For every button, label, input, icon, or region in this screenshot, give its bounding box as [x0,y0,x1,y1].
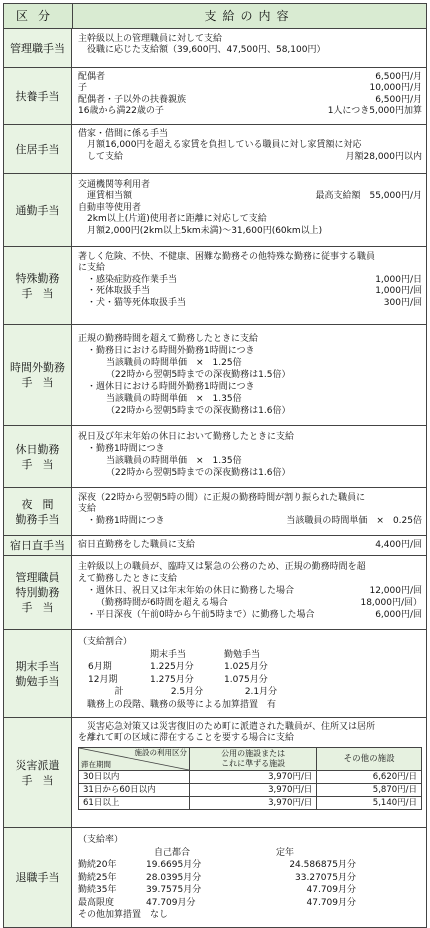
header-content: 支給の内容 [204,9,295,23]
label-tsukin: 通勤手当 [4,174,72,246]
jikangai-line: （22時から翌朝5時までの深夜勤務は1.6倍） [106,406,291,416]
saigai-line2: を離れて町の区域に滞在することを要する場合に支給 [78,733,295,744]
taishoku-row-b: 24.586875月分 [289,860,356,870]
row-shukuchoku [4,536,426,556]
row-jukyo [4,125,426,174]
tsukin-line2: 運賃相当額 [87,191,133,202]
taishoku-row-key: 勤続20年 [78,860,117,870]
label-jikangai-1: 時間外勤務 [10,361,65,374]
saigai-row-b: 5,140円/日 [317,796,422,809]
saigai-row-a: 3,970円/日 [190,770,317,783]
label-kyujitsu-2: 手当 [21,457,64,471]
taishoku-row-a: 47.709月分 [146,897,196,908]
row-kanri [4,29,426,68]
row-fuyo [4,68,426,125]
label-tokubetsu-3: 手当 [21,601,64,614]
tokubetsu-line2: えて勤務したときに支給 [78,574,178,584]
shukuchoku-line1: 宿日直勤務をした職員に支給 [78,540,196,550]
label-kyujitsu-1: 休日勤務 [15,442,60,456]
saigai-row-key: 31日から60日以内 [79,783,190,796]
fuyo-item-key: 子 [78,83,88,94]
saigai-row-a: 3,970円/日 [190,783,317,796]
kimatsu-row-a: 1.275月分 [150,674,194,685]
saigai-table [78,747,422,810]
kimatsu-row-a: 1.225月分 [150,662,194,672]
row-kimatsu [4,630,426,718]
kimatsu-row-b: 2.1月分 [244,687,278,697]
jikangai-line: （22時から翌朝5時までの深夜勤務は1.5倍） [106,370,291,380]
taishoku-row-key: 勤続25年 [78,872,117,883]
saigai-head-bottom: 滞在期間 [81,759,111,769]
tokushu-item-key: ・感染症防疫作業手当 [87,274,178,285]
kanri-line2: 役職に応じた支給額（39,600円、47,500円、58,100円） [87,45,326,56]
saigai-row-b: 6,620円/日 [317,770,422,783]
tokushu-item-value: 1,000円/回 [375,286,422,297]
label-saigai-1: 災害派遣 [15,758,60,772]
yakan-line1: 深夜（22時から翌朝5時の間）に正規の勤務時間が割り振られた職員に [78,493,366,503]
label-taishoku: 退職手当 [4,828,72,927]
fuyo-item-value: 10,000円/月 [369,83,422,94]
tokushu-item-value: 300円/回 [383,297,422,308]
tsukin-line5: 月額2,000円(2km以上5km未満)～31,600円(60km以上) [87,225,323,236]
label-yakan-2: 勤務手当 [15,512,60,526]
saigai-row-key: 61日以上 [79,796,190,809]
row-saigai [4,718,426,828]
taishoku-col2: 定年 [276,847,295,858]
tsukin-line2-value: 最高支給額 55,000円/月 [315,191,422,202]
fuyo-item-key: 配偶者・子以外の扶養親族 [78,94,187,105]
tokubetsu-line3: ・週休日、祝日又は年末年始の休日に勤務した場合 [87,586,295,596]
jukyo-line3: して支給 [87,151,124,162]
kimatsu-row-key: 計 [114,687,124,697]
tokushu-item-key: ・死体取扱手当 [87,286,151,297]
jikangai-line: ・勤務日における時間外勤務1時間につき [87,346,255,356]
label-fuyo: 扶養手当 [4,68,72,124]
yakan-line3-value: 当該職員の時間単価 × 0.25倍 [286,515,422,526]
taishoku-row-a: 28.0395月分 [146,872,202,883]
yakan-line3: ・勤務1時間につき [87,515,165,526]
kimatsu-row-a: 2.5月分 [170,687,204,697]
fuyo-item-key: 配偶者 [78,72,106,82]
kimatsu-title: （支給割合） [78,637,133,647]
label-jikangai-2: 手当 [21,376,64,389]
kyujitsu-line: 祝日及び年末年始の休日において勤務したときに支給 [78,432,295,442]
saigai-col1: 公用の施設または [221,748,286,758]
label-kimatsu-1: 期末手当 [15,659,60,673]
jikangai-line: 正規の勤務時間を超えて勤務したときに支給 [78,334,259,344]
fuyo-item-key: 16歳から満22歳の子 [78,106,164,117]
kimatsu-row-key: 12月期 [88,674,118,685]
table-header [4,4,426,29]
taishoku-col1: 自己都合 [154,847,191,858]
label-kanri: 管理職手当 [4,29,72,67]
row-jikangai [4,325,426,426]
saigai-head-top: 施設の利用区分 [134,747,187,757]
tokubetsu-line4-value: 18,000円/回） [360,598,422,608]
label-kimatsu-2: 勤勉手当 [15,674,60,688]
saigai-row-b: 5,870円/日 [317,783,422,796]
taishoku-row-b: 47.709月分 [306,897,356,908]
kanri-line1: 主幹級以上の管理職員に対して支給 [78,34,223,44]
tokubetsu-line5-value: 6,000円/回 [375,610,422,620]
taishoku-note: その他加算措置 なし [78,910,169,920]
tokubetsu-line5: ・平日深夜（午前0時から午前5時まで）に勤務した場合 [87,610,315,620]
kimatsu-row-key: 6月期 [88,662,112,672]
kimatsu-col1: 期末手当 [150,649,187,660]
taishoku-row-a: 19.6695月分 [146,860,202,870]
jikangai-line: ・週休日における時間外勤務1時間につき [87,382,255,392]
tsukin-line3: 自動車等使用者 [78,202,142,213]
label-tokubetsu-2: 特別勤務 [15,586,60,599]
taishoku-row-b: 33.27075月分 [295,872,356,883]
label-tokushu-1: 特殊勤務 [15,271,60,285]
kimatsu-row-b: 1.025月分 [224,662,268,672]
kyujitsu-line: 当該職員の時間単価 × 1.35倍 [106,456,242,466]
allowance-table [3,3,427,928]
shukuchoku-line1-value: 4,400円/回 [375,540,422,550]
saigai-col2: その他の施設 [317,747,422,770]
row-taishoku [4,828,426,927]
jukyo-line1: 借家・借間に係る手当 [78,129,169,139]
row-tsukin [4,174,426,247]
jikangai-line: 当該職員の時間単価 × 1.25倍 [106,358,242,368]
fuyo-item-value: 1人につき5,000円加算 [327,106,422,117]
taishoku-row-b: 47.709月分 [306,885,356,895]
label-tokushu-2: 手当 [21,286,64,300]
tokubetsu-line4: （勤務時間が6時間を超える場合 [96,598,228,608]
tokushu-item-value: 1,000円/日 [375,274,422,285]
tokushu-line1: 著しく危険、不快、不健康、困難な勤務その他特殊な勤務に従事する職員 [78,252,376,262]
label-jukyo: 住居手当 [4,125,72,173]
tsukin-line4: 2km以上(片道)使用者に距離に対応して支給 [87,214,267,225]
jukyo-line3-value: 月額28,000円以内 [345,151,422,162]
taishoku-row-key: 最高限度 [78,897,115,908]
header-category: 区分 [4,4,73,28]
label-tokubetsu-1: 管理職員 [15,571,60,584]
row-tokushu [4,247,426,325]
kimatsu-row-b: 1.075月分 [224,674,268,685]
taishoku-row-a: 39.7575月分 [146,885,202,895]
saigai-col1b: これに準ずる施設 [221,758,286,768]
saigai-row-key: 30日以内 [79,770,190,783]
tokubetsu-line1: 主幹級以上の職員が、臨時又は緊急の公務のため、正規の勤務時間を超 [78,562,366,572]
row-kyujitsu [4,426,426,488]
yakan-line2: 支給 [78,504,97,515]
taishoku-title: （支給率） [78,835,124,845]
row-tokubetsu [4,556,426,630]
saigai-row-a: 3,970円/日 [190,796,317,809]
tsukin-line1: 交通機関等利用者 [78,180,151,190]
saigai-line1: 災害応急対策又は災害復旧のため町に派遣された職員が、住所又は居所 [87,722,376,732]
fuyo-item-value: 6,500円/月 [375,72,422,82]
kyujitsu-line: ・勤務1時間につき [87,444,165,454]
label-saigai-2: 手当 [21,773,64,787]
row-yakan [4,488,426,536]
label-yakan-1: 夜間 [21,497,64,511]
taishoku-row-key: 勤続35年 [78,885,117,895]
kyujitsu-line: （22時から翌朝5時までの深夜勤務は1.6倍） [106,468,291,478]
tokushu-line2: に支給 [78,263,106,274]
tokubetsu-line3-value: 12,000円/回 [369,586,422,596]
label-shukuchoku: 宿日直手当 [4,536,72,555]
jikangai-line: 当該職員の時間単価 × 1.35倍 [106,394,242,404]
kimatsu-note: 職務上の段階、職務の級等による加算措置 有 [87,699,277,710]
kimatsu-col2: 勤勉手当 [224,649,261,660]
fuyo-item-value: 6,500円/月 [375,94,422,105]
tokushu-item-key: ・犬・猫等死体取扱手当 [87,297,187,308]
jukyo-line2: 月額16,000円を超える家賃を負担している職員に対し家賃額に対応 [87,140,362,151]
